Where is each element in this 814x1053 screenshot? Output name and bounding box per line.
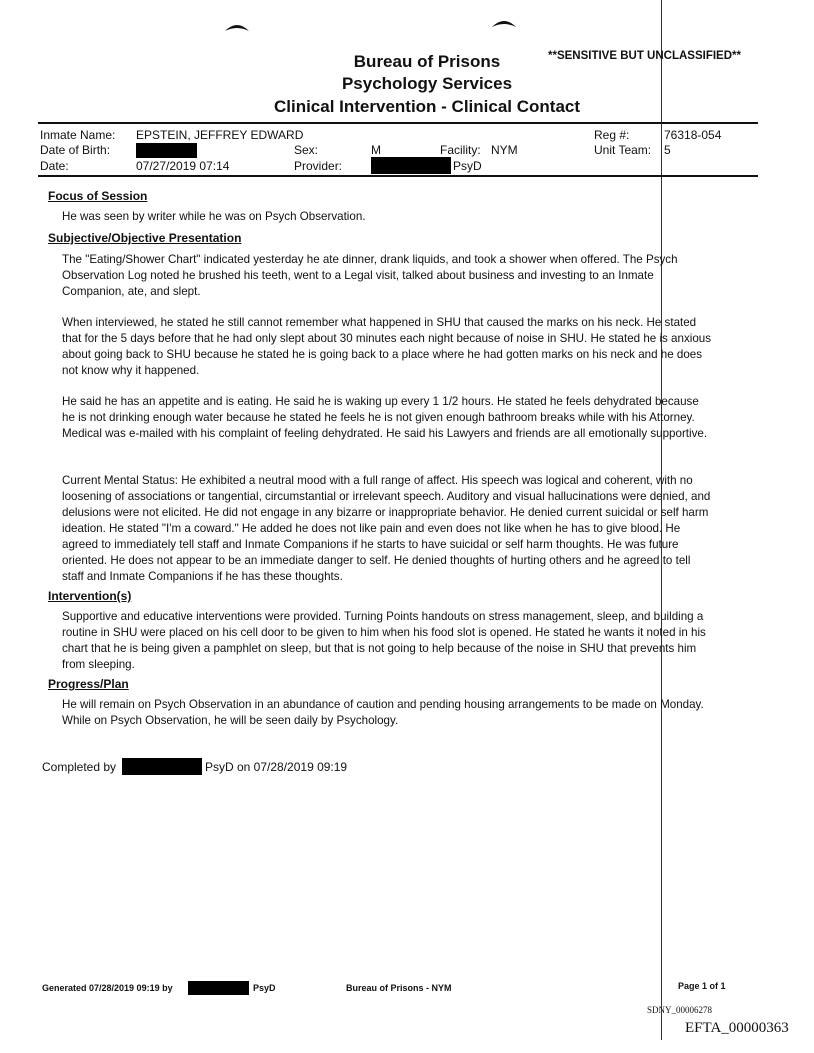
subjective-heading: Subjective/Objective Presentation bbox=[48, 231, 242, 245]
reg-value: 76318-054 bbox=[664, 128, 722, 142]
facility-value: NYM bbox=[491, 143, 518, 157]
provider-label: Provider: bbox=[294, 159, 343, 173]
page-title: Clinical Intervention - Clinical Contact bbox=[273, 97, 581, 116]
punch-hole-mark bbox=[491, 18, 517, 28]
facility-label: Facility: bbox=[440, 143, 481, 157]
intervention-heading: Intervention(s) bbox=[48, 589, 132, 603]
completed-by-label: Completed by bbox=[42, 760, 117, 774]
efta-bates-stamp: EFTA_00000363 bbox=[685, 1020, 789, 1036]
title-psychology-services: Psychology Services bbox=[341, 74, 513, 93]
generated-by-label: Generated 07/28/2019 09:19 by bbox=[42, 983, 173, 993]
inmate-name-label: Inmate Name: bbox=[40, 128, 116, 142]
provider-credential: PsyD bbox=[453, 159, 482, 173]
page-number: Page 1 of 1 bbox=[678, 981, 726, 991]
inmate-name-value: EPSTEIN, JEFFREY EDWARD bbox=[136, 128, 304, 142]
focus-text: He was seen by writer while he was on Psych Observation. bbox=[62, 210, 366, 223]
subjective-paragraph-3: He said he has an appetite and is eating. He said he is waking up every 1 1/2 hours. He stated he feels dehydrated because he is not drinking enough water because he stated he feels he is not given enough bathroom breaks while with his Attorney. Medical was e-mailed with his complaint of feeling dehydrated. He said his Lawyers and friends are all emotionally supportive. bbox=[62, 395, 708, 440]
intervention-text: Supportive and educative interventions were provided. Turning Points handouts on stress management, sleep, and building a routine in SHU were placed on his cell door to be given to him when his food slot is opened. He stated he wants it noted in his chart that he is being given a pamphlet on sleep, but that is not going to help because of the noise in SHU that prevents him from sleeping. bbox=[62, 610, 706, 671]
sensitivity-label: **SENSITIVE BUT UNCLASSIFIED** bbox=[548, 50, 741, 62]
progress-heading: Progress/Plan bbox=[48, 677, 129, 691]
redaction-dob bbox=[136, 143, 197, 158]
title-bureau: Bureau of Prisons bbox=[353, 52, 501, 71]
subjective-paragraph-2: When interviewed, he stated he still cannot remember what happened in SHU that caused the marks on his neck. He stated that for the 5 days before that he had only slept about 30 minutes each night because of noise in SHU. He stated he is anxious about going back to SHU because he stated he is going back to a place where he had gotten marks on his neck and he does not know why it happened. bbox=[62, 316, 712, 377]
sex-value: M bbox=[371, 143, 381, 157]
mental-status-paragraph: Current Mental Status: He exhibited a neutral mood with a full range of affect. His speech was logical and coherent, with no loosening of associations or tangential, circumstantial or irrelevant speech. Auditory and visual hallucinations were denied, and delusions were not elicited. He did not engage in any bizarre or inappropriate behavior. He denied current suicidal or self harm ideation. He stated "I'm a coward." He added he does not like pain and even does not like when he has to give blood. He agreed to immediately tell staff and Inmate Companions if he starts to have suicidal or self harm thoughts. He was future oriented. He does not appear to be an immediate danger to self. He denied thoughts of hurting others and he agreed to tell staff and Inmate Companions if he has these thoughts. bbox=[62, 474, 711, 583]
progress-text: He will remain on Psych Observation in an abundance of caution and pending housing arrangements to be made on Monday. While on Psych Observation, he will be seen daily by Psychology. bbox=[62, 698, 704, 727]
footer-facility: Bureau of Prisons - NYM bbox=[346, 983, 452, 993]
header-rule-top bbox=[38, 122, 758, 124]
dob-label: Date of Birth: bbox=[40, 143, 111, 157]
reg-label: Reg #: bbox=[594, 128, 630, 142]
sdny-bates-stamp: SDNY_00006278 bbox=[647, 1005, 713, 1015]
date-value: 07/27/2019 07:14 bbox=[136, 159, 230, 173]
punch-hole-mark bbox=[224, 22, 250, 32]
generated-by-suffix: PsyD bbox=[253, 983, 276, 993]
date-label: Date: bbox=[40, 159, 69, 173]
completed-by-suffix: PsyD on 07/28/2019 09:19 bbox=[205, 760, 348, 774]
focus-heading: Focus of Session bbox=[48, 189, 148, 203]
subjective-paragraph-1: The "Eating/Shower Chart" indicated yesterday he ate dinner, drank liquids, and took a shower when offered. The Psych Observation Log noted he brushed his teeth, went to a Legal visit, talked about business and investing to an Inmate Companion, ate, and slept. bbox=[62, 253, 678, 298]
unit-team-value: 5 bbox=[664, 143, 671, 157]
header-rule-bottom bbox=[38, 175, 758, 177]
redaction-provider bbox=[371, 157, 451, 174]
sex-label: Sex: bbox=[294, 143, 319, 157]
unit-team-label: Unit Team: bbox=[594, 143, 652, 157]
redaction-generated-by bbox=[188, 981, 249, 995]
redaction-completed-by bbox=[122, 758, 202, 775]
